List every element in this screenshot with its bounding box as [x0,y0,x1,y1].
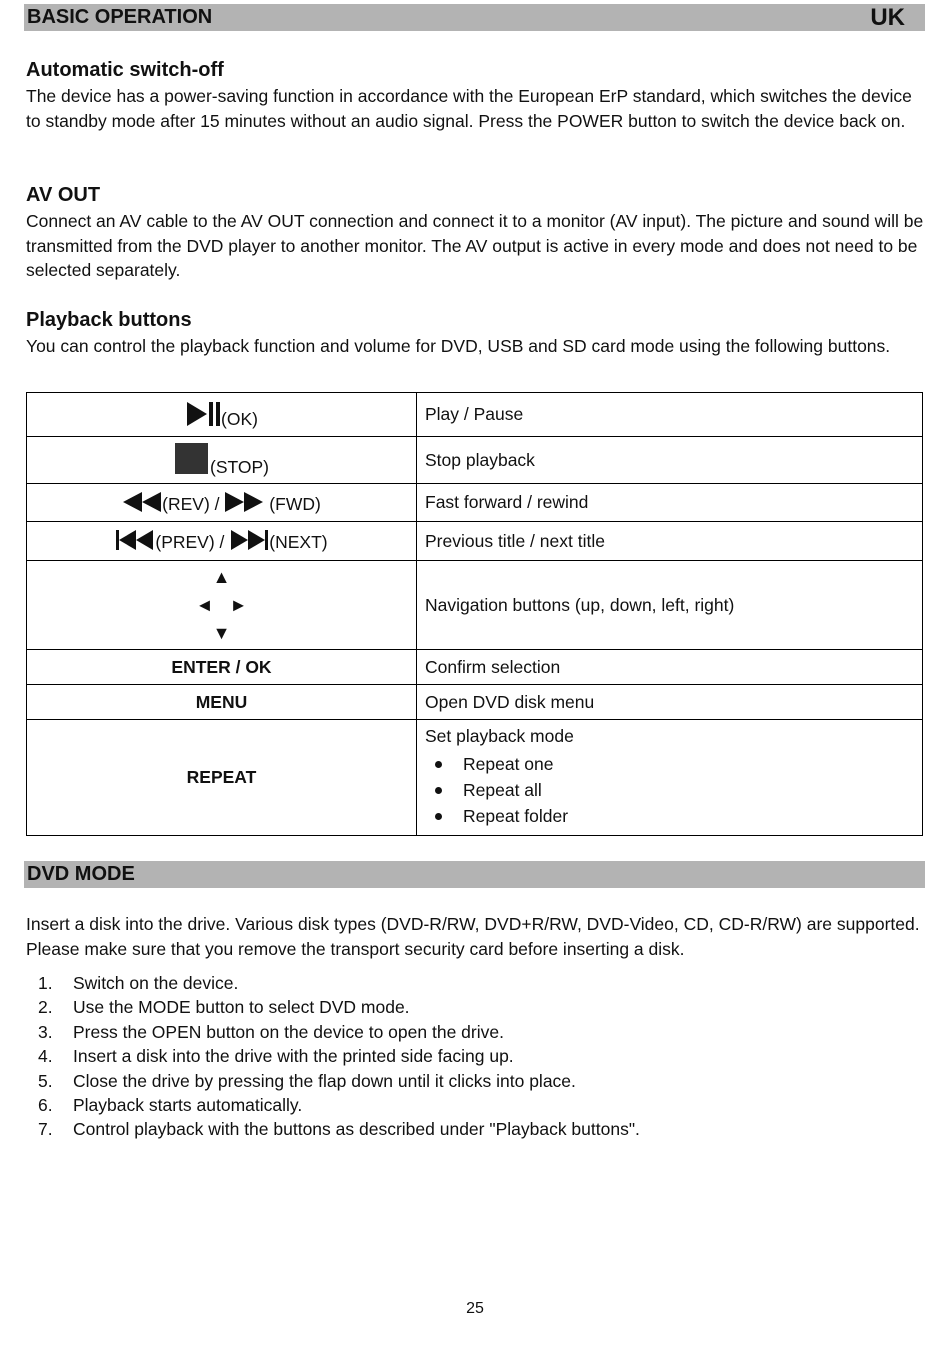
button-description: Fast forward / rewind [417,484,923,522]
step-number: 2. [38,997,53,1018]
button-symbol-cell [27,561,417,650]
button-label-rev: (REV) / [162,493,220,514]
step-number: 4. [38,1046,53,1067]
heading-av-out: AV OUT [26,184,101,206]
step-text: Switch on the device. [73,973,239,993]
table-row [27,393,923,437]
button-label-menu: MENU [27,685,417,720]
page-number: 25 [466,1300,484,1317]
button-label-next: (NEXT) [269,532,328,552]
arrow-up-icon: ▲ [212,567,231,587]
button-symbol-cell [27,393,417,437]
section-banner-dvd-mode [24,861,925,888]
step-number: 3. [38,1021,53,1042]
step-text: Playback starts automatically. [73,1095,303,1116]
next-icon [229,529,269,551]
step-number: 7. [38,1119,53,1140]
button-description: Play / Pause [417,393,923,437]
list-item [26,1069,640,1093]
table-row [27,685,923,720]
section-title: BASIC OPERATION [27,6,213,28]
paragraph-automatic-switch-off: The device has a power-saving function in accordance with the European ErP standard, which switches the device to standby mode after 15 minutes without an audio signal. Press the POWER button to switch the device back on. [26,86,912,131]
button-symbol-cell [27,522,417,561]
stop-icon [174,442,210,476]
arrow-right-icon: ► [229,595,248,615]
step-text: Use the MODE button to select DVD mode. [73,997,410,1018]
button-description: Open DVD disk menu [417,685,923,720]
section-banner-basic-operation [24,4,925,31]
repeat-mode-list [425,751,922,829]
language-code: UK [870,4,905,31]
button-description [417,720,923,836]
list-item [26,1117,640,1141]
heading-playback-buttons: Playback buttons [26,309,192,331]
button-symbol-cell [27,437,417,484]
button-description: Navigation buttons (up, down, left, right) [417,561,923,650]
table-row [27,650,923,685]
list-item [26,1093,640,1117]
repeat-description: Set playback mode [425,725,574,746]
list-item: Repeat all [425,777,922,803]
previous-icon [115,529,155,551]
list-item: Repeat one [425,751,922,777]
button-label-enter: ENTER / OK [27,650,417,685]
button-label-prev: (PREV) / [155,532,225,552]
paragraph-av-out: Connect an AV cable to the AV OUT connection and connect it to a monitor (AV input). The picture and sound will be transmitted from the DVD player to another monitor. The AV output is active in every mode and does not need to be selected separately. [26,211,924,280]
play-pause-icon [185,400,221,428]
arrow-down-icon: ▼ [212,623,231,643]
dvd-steps-list [26,971,640,1142]
button-label-fwd: (FWD) [269,493,321,514]
table-row [27,484,923,522]
step-text: Press the OPEN button on the device to open the drive. [73,1021,504,1042]
section-title: DVD MODE [27,863,135,885]
step-text: Close the drive by pressing the flap down until it clicks into place. [73,1070,576,1091]
button-symbol-cell [27,484,417,522]
step-number: 6. [38,1095,53,1116]
button-description: Stop playback [417,437,923,484]
list-item [26,971,640,995]
heading-automatic-switch-off: Automatic switch-off [26,59,224,81]
button-label-repeat: REPEAT [27,720,417,836]
paragraph-dvd-intro: Insert a disk into the drive. Various disk types (DVD-R/RW, DVD+R/RW, DVD-Video, CD, CD-R/RW) are supported. Please make sure that you remove the transport security card before inserting a disk. [26,914,920,959]
step-number: 1. [38,973,53,993]
list-item [26,1020,640,1044]
list-item [26,995,640,1019]
playback-buttons-table [26,392,923,836]
rewind-icon [122,491,162,513]
step-text: Control playback with the buttons as described under "Playback buttons". [73,1119,640,1140]
list-item: Repeat folder [425,803,922,829]
arrow-left-icon: ◄ [195,595,214,615]
paragraph-playback-intro: You can control the playback function and volume for DVD, USB and SD card mode using the following buttons. [26,336,891,356]
fast-forward-icon [224,491,264,513]
button-description: Previous title / next title [417,522,923,561]
table-row [27,437,923,484]
step-text: Insert a disk into the drive with the printed side facing up. [73,1046,514,1067]
button-label-stop: (STOP) [210,457,269,477]
list-item [26,1044,640,1068]
table-row [27,561,923,650]
navigation-arrows [194,563,250,647]
button-label-ok: (OK) [221,408,258,429]
table-row [27,522,923,561]
button-description: Confirm selection [417,650,923,685]
step-number: 5. [38,1070,53,1091]
table-row [27,720,923,836]
